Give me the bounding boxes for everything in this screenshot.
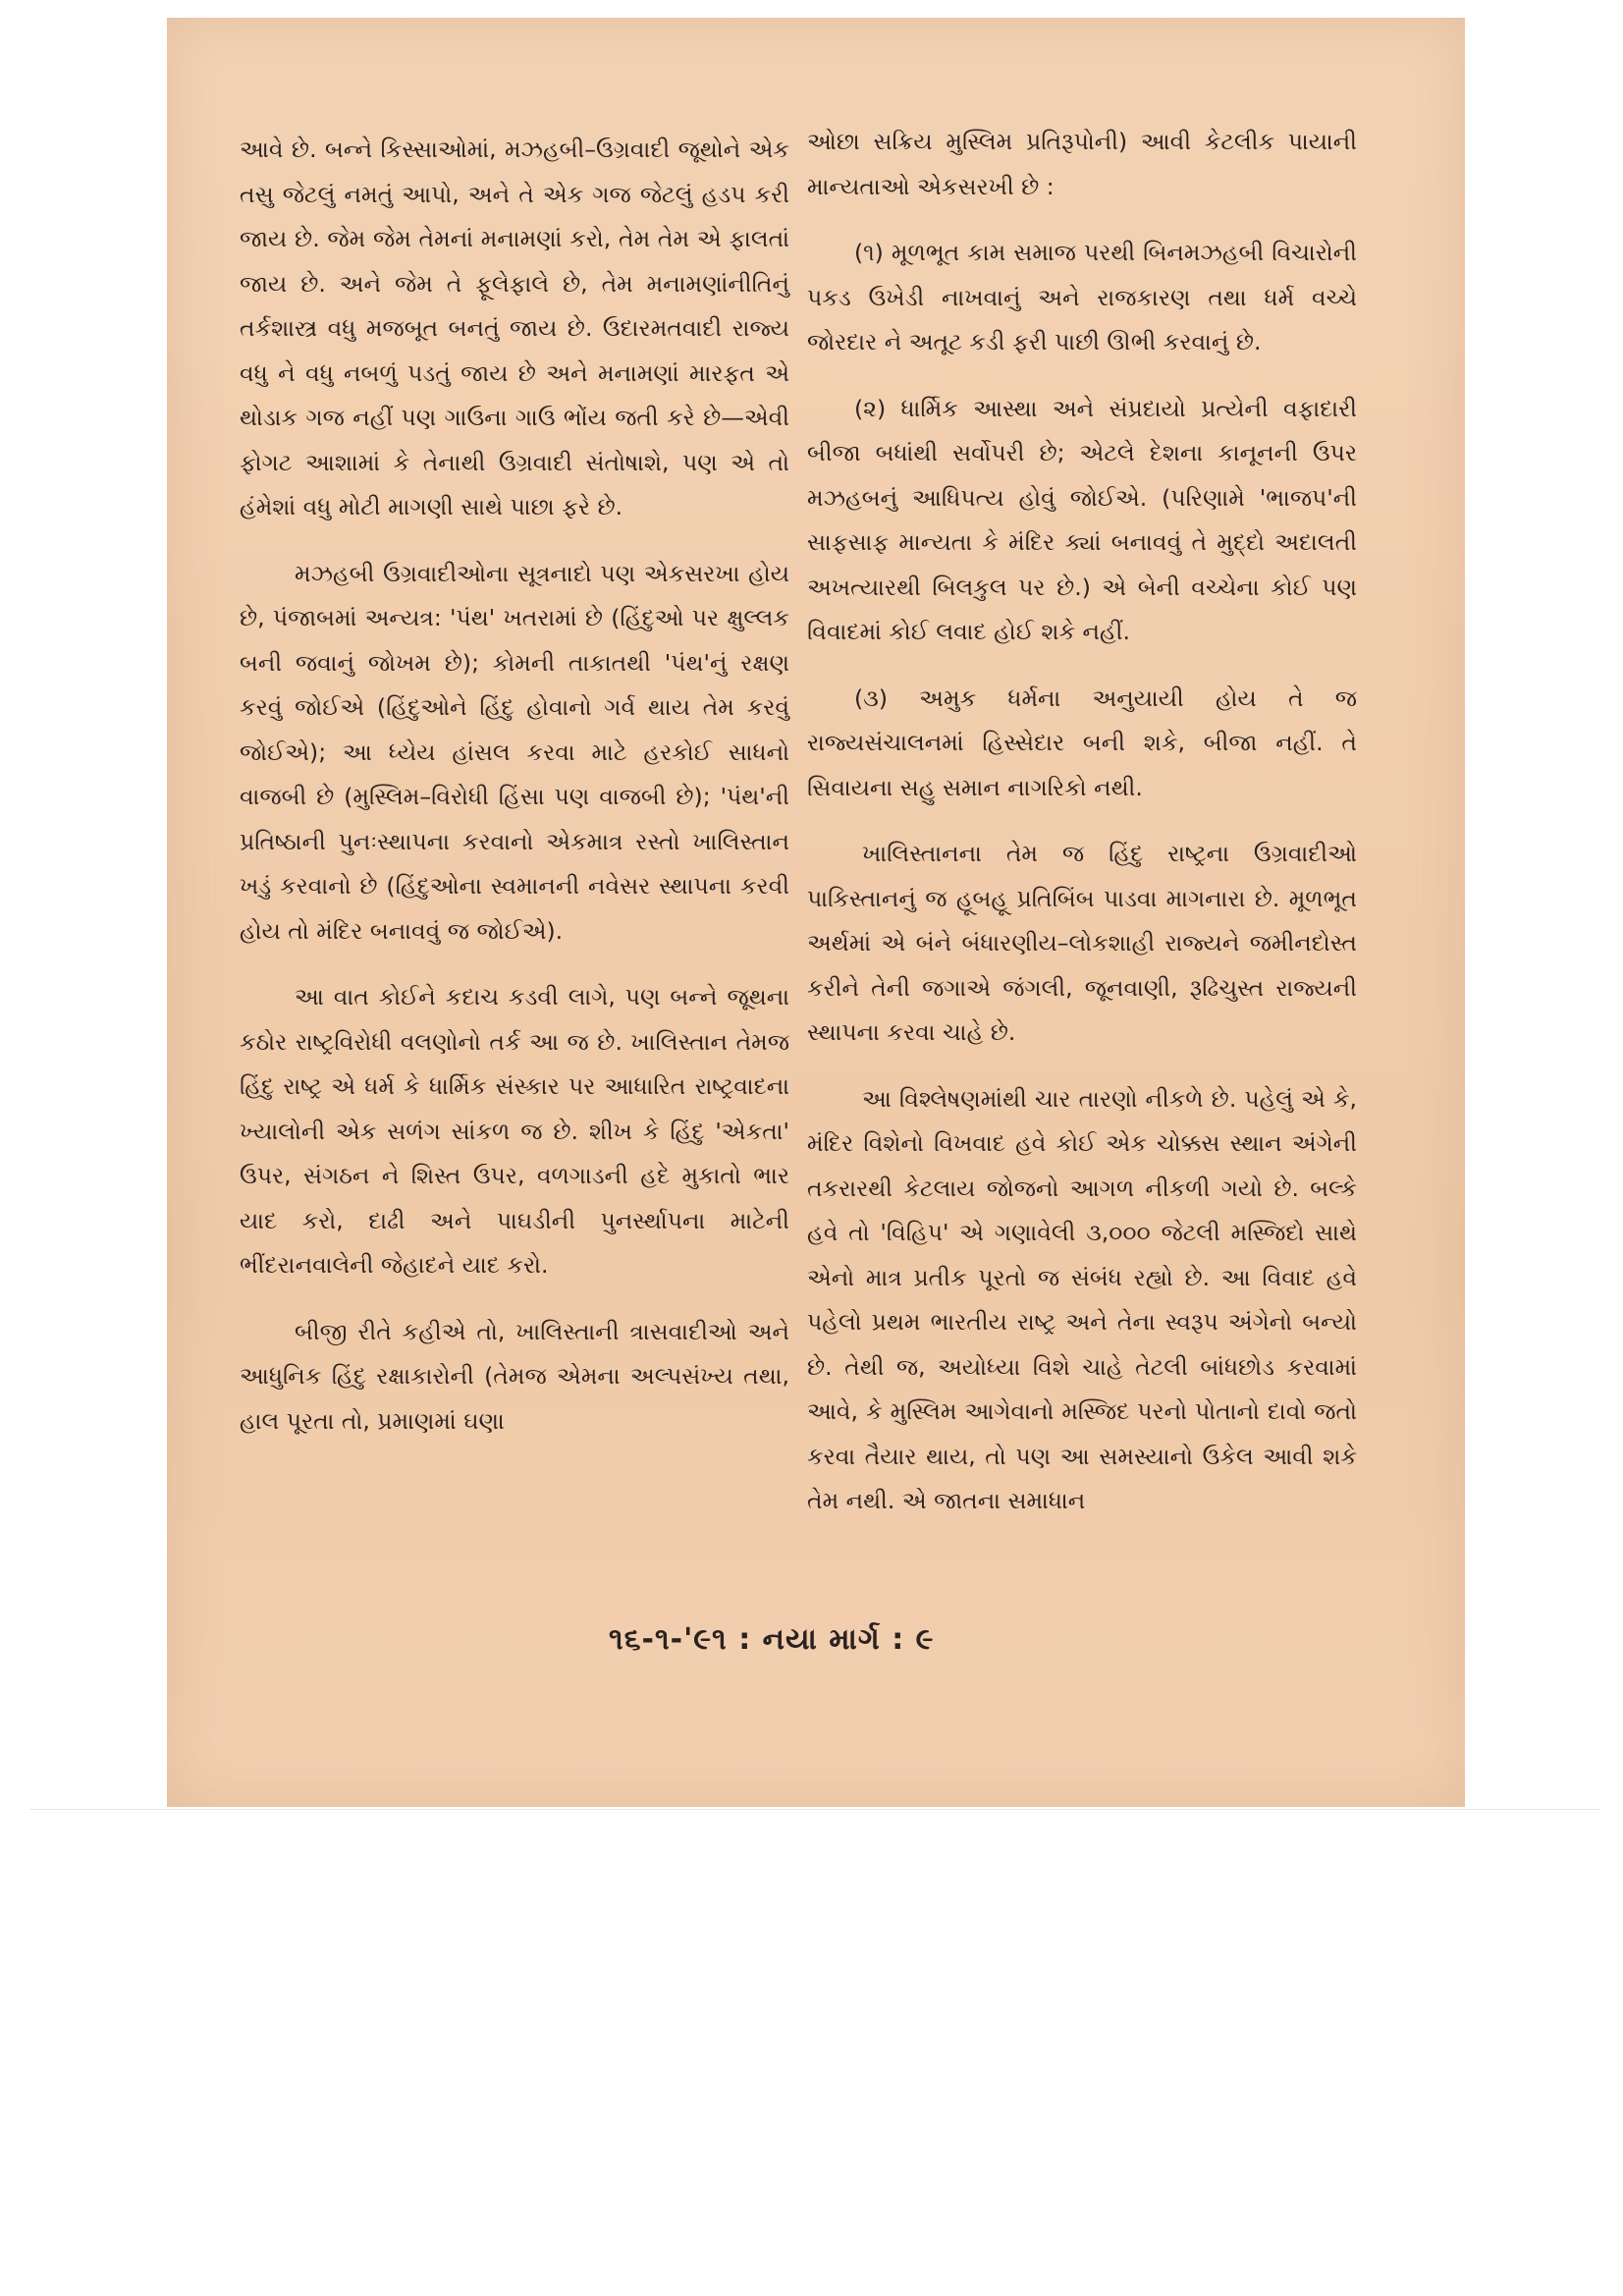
right-column <box>807 120 1357 1546</box>
divider <box>29 1809 1600 1810</box>
paragraph: આ વાત કોઈને કદાચ કડવી લાગે, પણ બન્ને જૂથના કઠોર રાષ્ટ્રવિરોધી વલણોનો તર્ક આ જ છે. ખાલિસ્તાન તેમજ હિંદુ રાષ્ટ્ર એ ધર્મ કે ધાર્મિક સંસ્કાર પર આધારિત રાષ્ટ્રવાદના ખ્યાલોની એક સળંગ સાંકળ જ છે. શીખ કે હિંદુ 'એકતા' ઉપર, સંગઠન ને શિસ્ત ઉપર, વળગાડની હદે મુકાતો ભાર યાદ કરો, દાઢી અને પાઘડીની પુનર્સ્થાપના માટેની ભીંદરાનવાલેની જેહાદને યાદ કરો. <box>240 983 789 1279</box>
list-item: (૨) ધાર્મિક આસ્થા અને સંપ્રદાયો પ્રત્યેની વફાદારી બીજા બધાંથી સર્વોપરી છે; એટલે દેશના કાનૂનની ઉપર મઝહબનું આધિપત્ય હોવું જોઈએ. (પરિણામે 'ભાજપ'ની સાફસાફ માન્યતા કે મંદિર ક્યાં બનાવવું તે મુદ્દો અદાલતી અખત્યારથી બિલકુલ પર છે.) એ બેની વચ્ચેના કોઈ પણ વિવાદમાં કોઈ લવાદ હોઈ શકે નહીં. <box>807 394 1357 645</box>
list-item: (૧) મૂળભૂત કામ સમાજ પરથી બિનમઝહબી વિચારોની પકડ ઉખેડી નાખવાનું અને રાજકારણ તથા ધર્મ વચ્ચે જોરદાર ને અતૂટ કડી ફરી પાછી ઊભી કરવાનું છે. <box>807 239 1357 355</box>
paragraph: બીજી રીતે કહીએ તો, ખાલિસ્તાની ત્રાસવાદીઓ અને આધુનિક હિંદુ રક્ષાકારોની (તેમજ એમના અલ્પસંખ્ય તથા, હાલ પૂરતા તો, પ્રમાણમાં ઘણા <box>240 1317 789 1435</box>
paragraph: મઝહબી ઉગ્રવાદીઓના સૂત્રનાદો પણ એકસરખા હોય છે, પંજાબમાં અન્યત્ર: 'પંથ' ખતરામાં છે (હિંદુઓ પર ક્ષુલ્લક બની જવાનું જોખમ છે); કોમની તાકાતથી 'પંથ'નું રક્ષણ કરવું જોઈએ (હિંદુઓને હિંદુ હોવાનો ગર્વ થાય તેમ કરવું જોઈએ); આ ધ્યેય હાંસલ કરવા માટે હરકોઈ સાધનો વાજબી છે (મુસ્લિમ–વિરોધી હિંસા પણ વાજબી છે); 'પંથ'ની પ્રતિષ્ઠાની પુનઃસ્થાપના કરવાનો એકમાત્ર રસ્તો ખાલિસ્તાન ખડું કરવાનો છે (હિંદુઓના સ્વમાનની નવેસર સ્થાપના કરવી હોય તો મંદિર બનાવવું જ જોઈએ). <box>240 559 789 945</box>
left-column <box>240 128 789 1465</box>
paragraph: આવે છે. બન્ને કિસ્સાઓમાં, મઝહબી–ઉગ્રવાદી જૂથોને એક તસુ જેટલું નમતું આપો, અને તે એક ગજ જેટલું હડપ કરી જાય છે. જેમ જેમ તેમનાં મનામણાં કરો, તેમ તેમ એ ફાલતાં જાય છે. અને જેમ તે ફૂલેફાલે છે, તેમ મનામણાંનીતિનું તર્કશાસ્ત્ર વધુ મજબૂત બનતું જાય છે. ઉદારમતવાદી રાજ્ય વધુ ને વધુ નબળું પડતું જાય છે અને મનામણાં મારફત એ થોડાક ગજ નહીં પણ ગાઉના ગાઉ ભોંય જતી કરે છે—એવી ફોગટ આશામાં કે તેનાથી ઉગ્રવાદી સંતોષાશે, પણ એ તો હંમેશાં વધુ મોટી માગણી સાથે પાછા ફરે છે. <box>240 136 789 520</box>
paragraph: ઓછા સક્રિય મુસ્લિમ પ્રતિરૂપોની) આવી કેટલીક પાયાની માન્યતાઓ એકસરખી છે : <box>807 128 1357 200</box>
paragraph: આ વિશ્લેષણમાંથી ચાર તારણો નીકળે છે. પહેલું એ કે, મંદિર વિશેનો વિખવાદ હવે કોઈ એક ચોક્કસ સ્થાન અંગેની તકરારથી કેટલાય જોજનો આગળ નીકળી ગયો છે. બલ્કે હવે તો 'વિહિપ' એ ગણાવેલી ૩,૦૦૦ જેટલી મસ્જિદો સાથે એનો માત્ર પ્રતીક પૂરતો જ સંબંધ રહ્યો છે. આ વિવાદ હવે પહેલો પ્રથમ ભારતીય રાષ્ટ્ર અને તેના સ્વરૂપ અંગેનો બન્યો છે. તેથી જ, અયોધ્યા વિશે ચાહે તેટલી બાંધછોડ કરવામાં આવે, કે મુસ્લિમ આગેવાનો મસ્જિદ પરનો પોતાનો દાવો જતો કરવા તૈયાર થાય, તો પણ આ સમસ્યાનો ઉકેલ આવી શકે તેમ નથી. એ જાતના સમાધાન <box>807 1084 1357 1514</box>
page-footer: ૧૬-૧-'૯૧ : નયા માર્ગ : ૯ <box>609 1622 935 1657</box>
paragraph: ખાલિસ્તાનના તેમ જ હિંદુ રાષ્ટ્રના ઉગ્રવાદીઓ પાકિસ્તાનનું જ હૂબહૂ પ્રતિબિંબ પાડવા માગનારા છે. મૂળભૂત અર્થમાં એ બંને બંધારણીય–લોકશાહી રાજ્યને જમીનદોસ્ત કરીને તેની જગાએ જંગલી, જૂનવાણી, રૂઢિચુસ્ત રાજ્યની સ્થાપના કરવા ચાહે છે. <box>807 840 1357 1046</box>
list-item: (૩) અમુક ધર્મના અનુયાયી હોય તે જ રાજ્યસંચાલનમાં હિસ્સેદાર બની શકે, બીજા નહીં. તે સિવાયના સહુ સમાન નાગરિકો નથી. <box>807 683 1357 801</box>
